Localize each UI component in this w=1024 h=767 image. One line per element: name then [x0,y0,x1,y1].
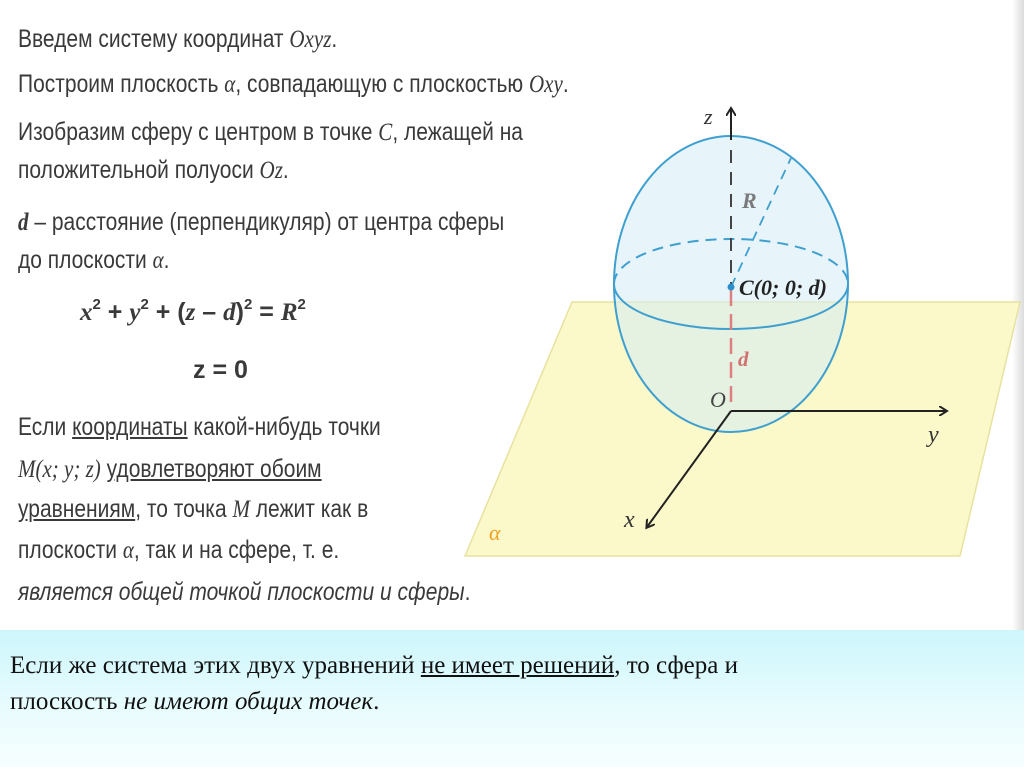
y-axis-label: y [928,422,939,448]
origin-label: O [710,387,726,412]
plane-alpha-label: α [489,520,501,545]
x-axis-label: x [624,507,635,533]
text-line-3: Изобразим сферу с центром в точке C, лежащей на [18,118,523,146]
text-line-4: положительной полуоси Oz. [18,156,289,184]
plane-equation: z = 0 [193,356,248,384]
conclusion-box [0,630,1024,767]
center-point [728,284,735,291]
text-line-11: является общей точкой плоскости и сферы. [18,578,471,606]
sphere-equation: $x^2 + y^2 + (z - d)^2 = R^2$ [80,296,306,326]
text-line-7: Если координаты какой-нибудь точки [18,413,381,441]
text-line-2: Построим плоскость α, совпадающую с плоскостью Oxy. [18,70,569,98]
conclusion-line-1: Если же система этих двух уравнений не имеет решений, то сфера и [10,652,738,679]
text-line-1: Введем систему координат Oxyz. [18,25,338,53]
text-line-10: плоскости α, так и на сфере, т. е. [18,536,340,564]
text-line-5: d – расстояние (перпендикуляр) от центра сферы [18,208,505,236]
text-line-6: до плоскости α. [18,246,170,274]
conclusion-line-2: плоскость не имеют общих точек. [10,688,380,715]
radius-label: R [742,188,757,213]
distance-label: d [738,347,749,371]
text-line-9: уравнениям, то точка M лежит как в [18,495,369,523]
text-line-8: M(x; y; z) удовлетворяют обоим [18,455,322,483]
z-axis-label: z [704,104,713,129]
center-label: C(0; 0; d) [739,275,827,300]
